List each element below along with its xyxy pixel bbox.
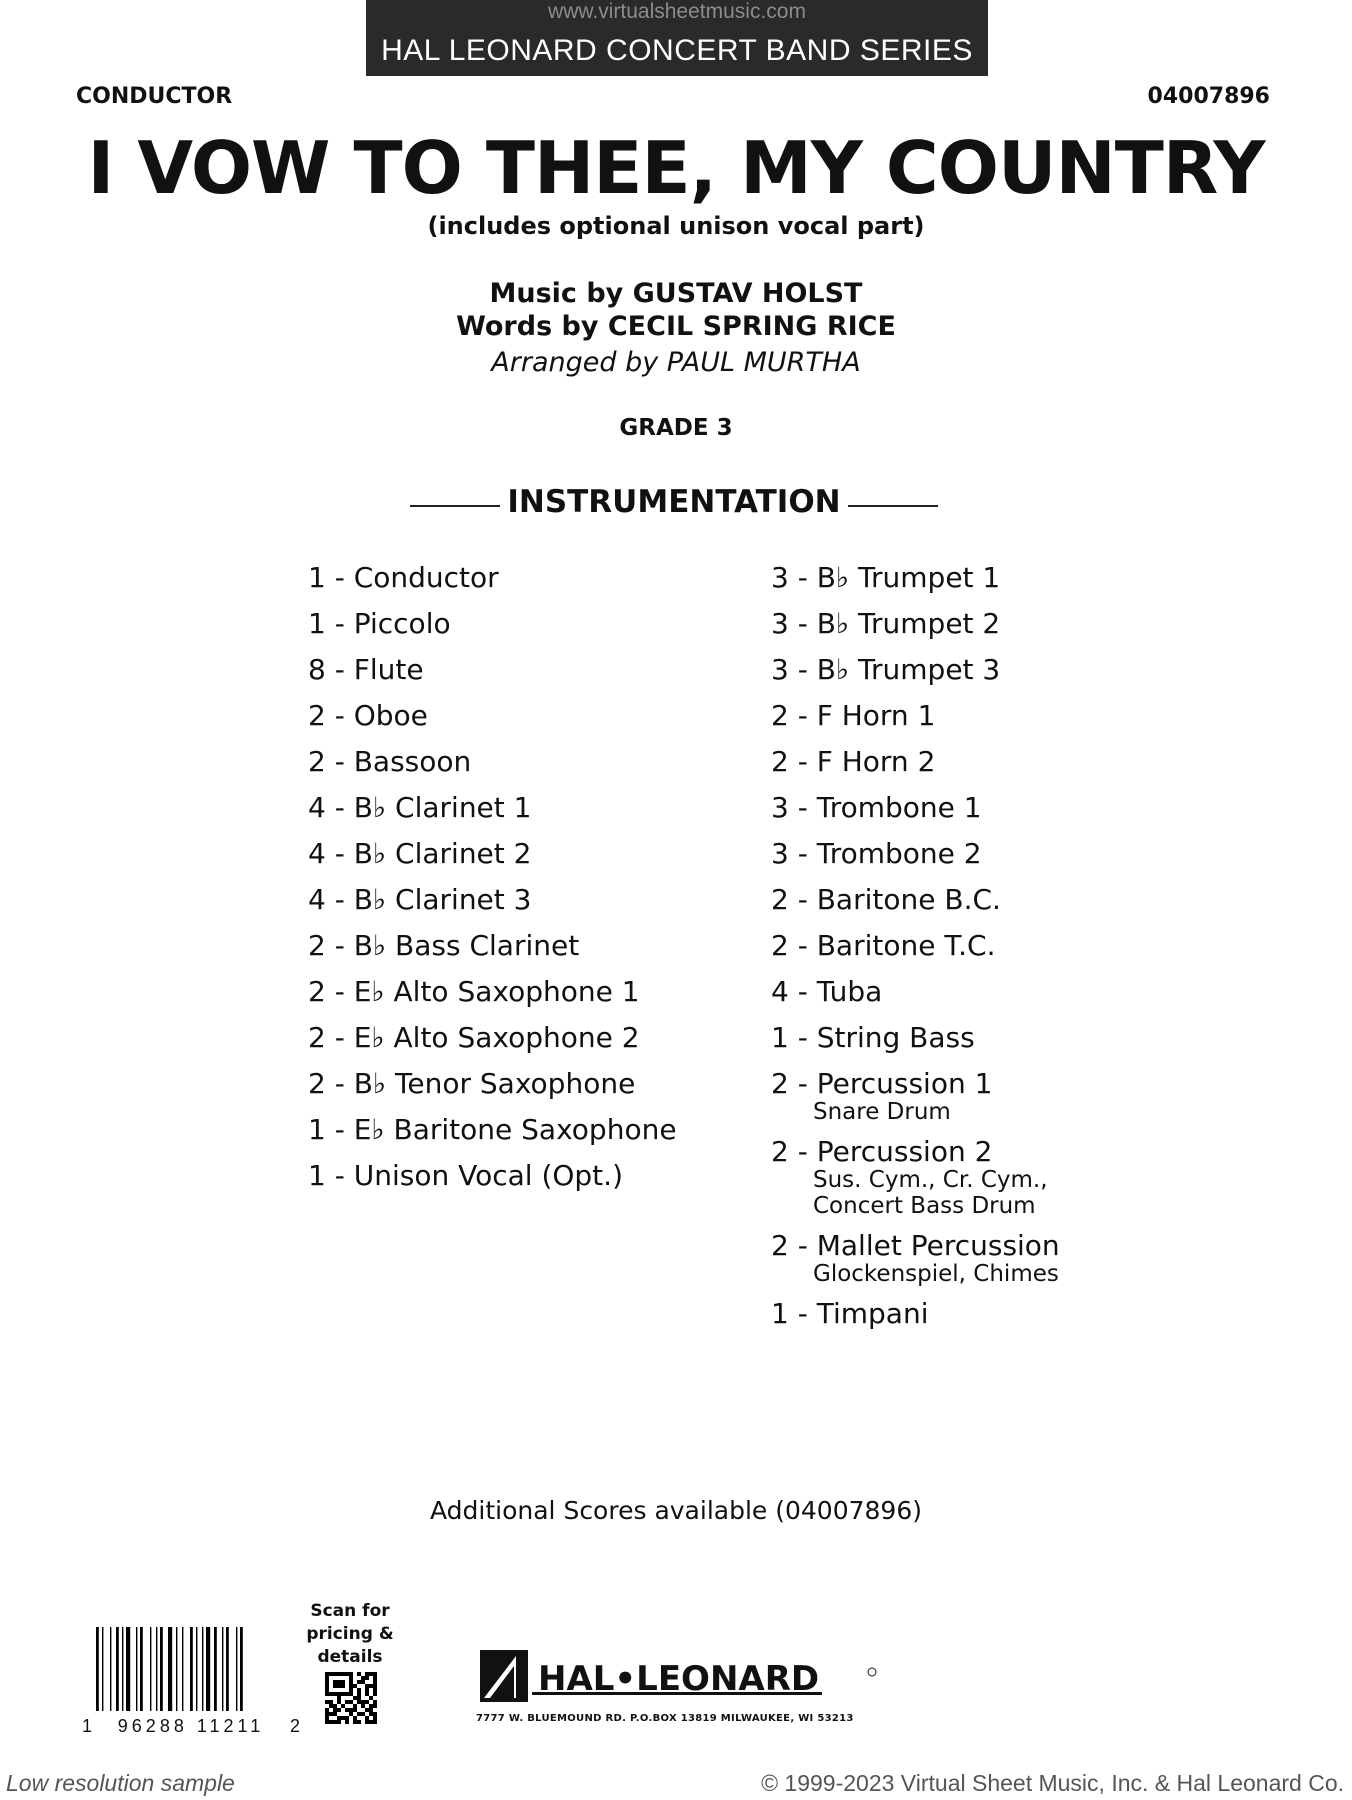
instrument-label: 1 - Conductor [308, 561, 499, 594]
instrument-item [308, 930, 677, 962]
piece-title: I VOW TO THEE, MY COUNTRY [87, 126, 1265, 210]
barcode-left-digit: 1 [82, 1716, 93, 1736]
copyright-notice: © 1999-2023 Virtual Sheet Music, Inc. & Hal Leonard Co. [761, 1770, 1344, 1796]
scan-line-3: details [317, 1647, 383, 1667]
instrument-label: 2 - F Horn 1 [771, 699, 936, 732]
instrument-item [771, 1022, 1060, 1054]
instrument-label: 3 - Trombone 1 [771, 791, 982, 824]
instrument-label: 2 - Bassoon [308, 745, 472, 778]
instrument-label: 3 - B♭ Trumpet 3 [771, 653, 1001, 686]
instrument-sub-label: Glockenspiel, Chimes [813, 1261, 1059, 1287]
logo-wordmark: HAL•LEONARD [538, 1659, 820, 1699]
instrument-label: 1 - Piccolo [308, 607, 451, 640]
instrument-label: 3 - Trombone 2 [771, 837, 982, 870]
instrument-label: 2 - Baritone T.C. [771, 929, 996, 962]
piece-subtitle: (includes optional unison vocal part) [427, 212, 925, 240]
instrument-item [308, 792, 677, 824]
series-title: HAL LEONARD CONCERT BAND SERIES [381, 34, 973, 67]
scan-line-1: Scan for [310, 1601, 390, 1621]
instrument-item [771, 746, 1060, 778]
instrument-sub-label: Sus. Cym., Cr. Cym., [813, 1167, 1048, 1193]
instrument-label: 1 - Timpani [771, 1297, 929, 1330]
instrument-item [771, 654, 1060, 686]
instrument-item [771, 608, 1060, 640]
instrument-label: 1 - Unison Vocal (Opt.) [308, 1159, 623, 1192]
music-credit: Music by GUSTAV HOLST [489, 278, 863, 309]
words-credit: Words by CECIL SPRING RICE [456, 311, 896, 342]
instrumentation-list-left [308, 562, 677, 1206]
barcode-image [96, 1627, 280, 1711]
instrument-label: 4 - B♭ Clarinet 3 [308, 883, 532, 916]
arranger-credit: Arranged by PAUL MURTHA [491, 347, 861, 378]
qr-code-image[interactable] [325, 1672, 377, 1724]
instrument-label: 1 - E♭ Baritone Saxophone [308, 1113, 677, 1146]
instrument-item [771, 1230, 1060, 1288]
instrument-item [771, 562, 1060, 594]
instrument-label: 2 - B♭ Bass Clarinet [308, 929, 580, 962]
instrument-label: 2 - F Horn 2 [771, 745, 936, 778]
instrument-item [308, 608, 677, 640]
watermark-url: www.virtualsheetmusic.com [548, 0, 806, 23]
instrument-sub-label: Concert Bass Drum [813, 1193, 1036, 1219]
instrument-label: 2 - E♭ Alto Saxophone 1 [308, 975, 640, 1008]
instrument-item [308, 1022, 677, 1054]
instrument-item [771, 838, 1060, 870]
instrument-item [308, 654, 677, 686]
heading-rule-right [848, 505, 938, 507]
instrument-item [308, 746, 677, 778]
instrument-item [771, 700, 1060, 732]
instrument-item [771, 1068, 1060, 1126]
instrument-label: 8 - Flute [308, 653, 424, 686]
instrument-sub-label: Snare Drum [813, 1099, 951, 1125]
barcode-middle-digits: 96288 11211 [117, 1716, 265, 1736]
instrument-label: 3 - B♭ Trumpet 2 [771, 607, 1001, 640]
additional-scores-note: Additional Scores available (04007896) [430, 1496, 922, 1525]
publisher-address: 7777 W. BLUEMOUND RD. P.O.BOX 13819 MILWAUKEE, WI 53213 [476, 1713, 854, 1724]
instrument-label: 2 - Percussion 2 [771, 1135, 993, 1168]
scan-line-2: pricing & [306, 1624, 394, 1644]
instrument-label: 4 - Tuba [771, 975, 883, 1008]
instrumentation-heading: INSTRUMENTATION [507, 484, 841, 520]
instrument-item [308, 1114, 677, 1146]
instrument-label: 3 - B♭ Trumpet 1 [771, 561, 1001, 594]
instrument-label: 2 - E♭ Alto Saxophone 2 [308, 1021, 640, 1054]
instrument-item [771, 884, 1060, 916]
product-code: 04007896 [1147, 84, 1270, 109]
instrument-item [771, 1298, 1060, 1330]
instrument-item [308, 1160, 677, 1192]
series-banner [366, 0, 988, 76]
instrument-item [308, 884, 677, 916]
instrumentation-list-right [771, 562, 1060, 1344]
instrument-item [308, 838, 677, 870]
part-label: CONDUCTOR [76, 84, 233, 109]
instrument-label: 4 - B♭ Clarinet 1 [308, 791, 532, 824]
instrument-label: 2 - Baritone B.C. [771, 883, 1001, 916]
barcode-right-digit: 2 [289, 1716, 300, 1736]
instrument-label: 2 - Mallet Percussion [771, 1229, 1060, 1262]
barcode-numbers [82, 1716, 300, 1737]
instrument-item [771, 976, 1060, 1008]
instrument-label: 4 - B♭ Clarinet 2 [308, 837, 532, 870]
instrument-item [308, 976, 677, 1008]
instrument-item [308, 700, 677, 732]
instrument-item [308, 1068, 677, 1100]
instrument-item [771, 930, 1060, 962]
instrument-item [771, 1136, 1060, 1220]
instrument-label: 2 - Percussion 1 [771, 1067, 993, 1100]
instrument-label: 2 - Oboe [308, 699, 428, 732]
low-resolution-notice: Low resolution sample [6, 1770, 235, 1796]
scan-caption [300, 1600, 400, 1669]
instrument-label: 1 - String Bass [771, 1021, 975, 1054]
instrument-item [308, 562, 677, 594]
instrument-label: 2 - B♭ Tenor Saxophone [308, 1067, 636, 1100]
instrument-item [771, 792, 1060, 824]
grade-label: GRADE 3 [619, 415, 733, 441]
hal-leonard-logo [480, 1650, 878, 1722]
